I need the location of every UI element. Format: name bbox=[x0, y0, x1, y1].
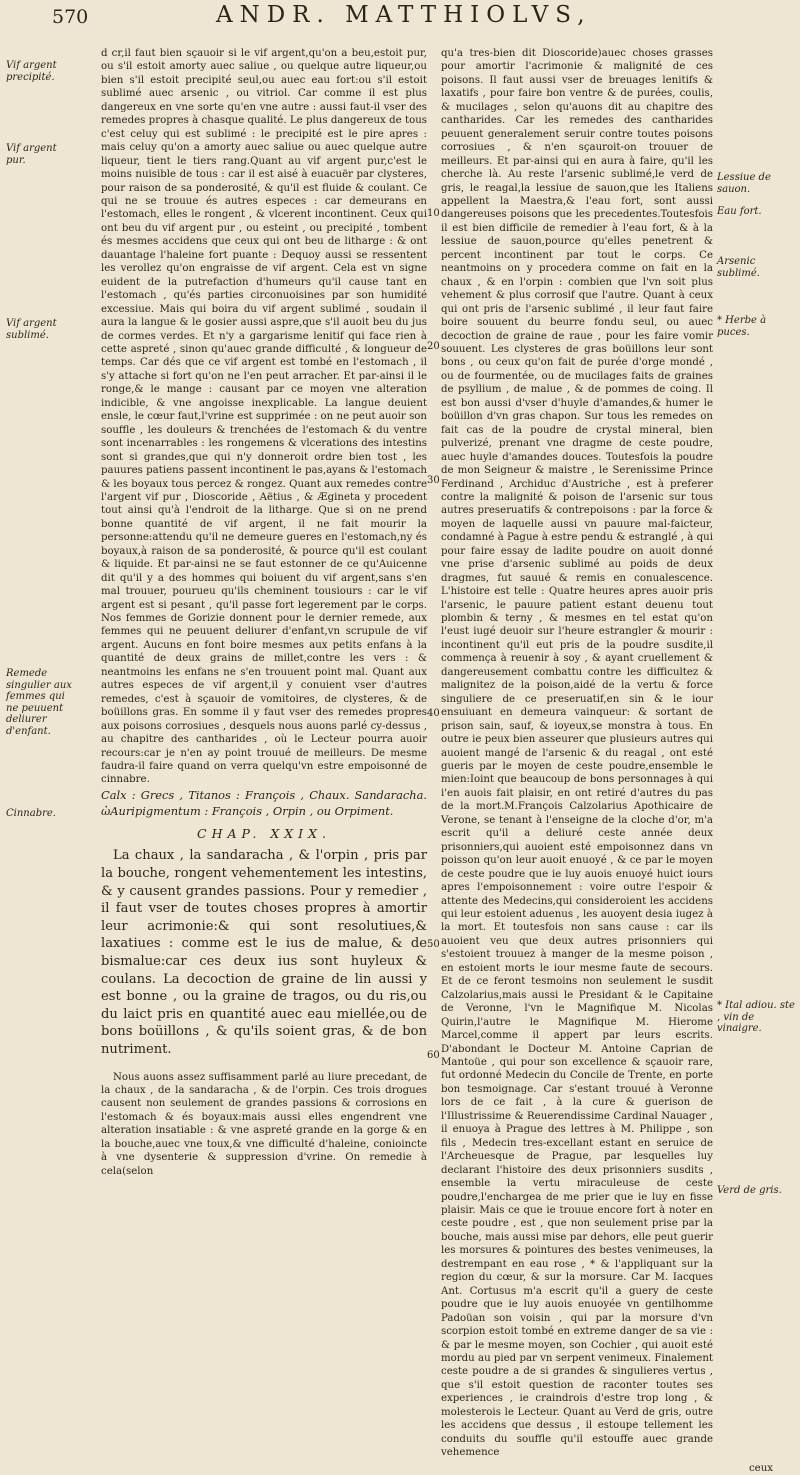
margin-note-left: Vif argent pur. bbox=[6, 143, 57, 166]
margin-note-left: Cinnabre. bbox=[6, 808, 56, 819]
margin-note-right: Eau fort. bbox=[717, 206, 762, 217]
margin-note-right: Arsenic sublimé. bbox=[717, 256, 760, 279]
line-number: 60 bbox=[427, 1050, 440, 1061]
margin-note-right: Lessiue de sauon. bbox=[717, 172, 771, 195]
margin-note-left: Vif argent precipité. bbox=[6, 60, 57, 83]
page-number: 570 bbox=[52, 6, 89, 28]
margin-note-right: * Herbe à puces. bbox=[717, 315, 767, 338]
running-head: ANDR. MATTHIOLVS, bbox=[216, 2, 592, 28]
left-paragraph: d cr,il faut bien sçauoir si le vif argent,qu'on a beu,estoit pur, ou s'il estoit amorty auec saliue , ou quelque autre liqueur,ou bien s'il estoit precipité seul,ou auec eau fort:ou s'il estoit sublimé auec arsenic , ou vitriol. Car comme il est plus dangereux en vne sorte qu'en vne autre : aussi faut-il vser des remedes propres à chasque qualité. Le plus dangereux de tous c'est celuy qui est sublimé : le precipité est le pire apres : mais celuy qu'on a amorty auec saliue ou auec quelque autre liqueur, tient le tiers rang.Quant au vif argent pur,c'est le moins nuisible de tous : car il est aisé à euacuër par clysteres, pour raison de sa ponderosité, & qu'il est fluide & coulant. Ce qui ne se trouue és autres especes : car demeurans en l'estomach, elles le rongent , & vlcerent incontinent. Ceux qui ont beu du vif argent pur , ou esteint , ou precipité , tombent és mesmes accidens que ceux qui ont beu de litharge : & ont dauantage l'haleine fort puante : Dequoy aussi se ressentent les verollez qu'on engraisse de vif argent. Cela est vn signe euident de la putrefaction d'humeurs qu'il cause tant en l'estomach , qu'és parties circonuoisines par son humidité excessiue. Mais qui boira du vif argent sublimé , soudain il aura la langue & le gosier aussi aspre,que s'il auoit beu du jus de cormes verdes. Et n'y a gargarisme lenitif qui face rien à cette aspreté , sinon qu'auec grande difficulté , & longueur de temps. Car dés que ce vif argent est tombé en l'estomach , il s'y attache si fort qu'on ne l'en peut arracher. Et par-ainsi il le ronge,& le mange : causant par ce moyen vne alteration indicible, & vne angoisse inexplicable. La langue deuient ensle, le cœur faut,l'vrine est supprimée : on ne peut auoir son souffle , les douleurs & trenchées de l'estomach & du ventre sont incenarrables : les rongemens & vlcerations des intestins sont si grandes,que qui n'y donneroit ordre bien tost , les pauures patiens passent incontinent le pas,ayans & l'estomach & les boyaux tous percez & rongez. Quant aux remedes contre l'argent vif pur , Dioscoride , Aëtius , & Ægineta y procedent tout ainsi qu'à l'endroit de la litharge. Que si on ne prend bonne quantité de vif argent, il ne fait mourir la personne:attendu qu'il ne demeure gueres en l'estomach,ny és boyaux,à raison de sa ponderosité, & pource qu'il est coulant & liquide. Et par-ainsi ne se faut estonner de ce qu'Auicenne dit qu'il y a des hommes qui boiuent du vif argent,sans s'en mal trouuer, pourueu qu'ils cheminent tousiours : car le vif argent est si pesant , qu'il passe fort legerement par le corps. Nos femmes de Gorizie donnent pour le dernier remede, aux femmes qui ne peuuent deliurer d'enfant,vn scrupule de vif argent. Aucuns en font boire mesmes aux petits enfans à la quantité de deux grains de millet,contre les vers : & neantmoins les enfans ne s'en trouuent point mal. Quant aux autres especes de vif argent,il y conuient vser d'autres remedes, c'est à sçauoir de vomitoires, de clysteres, & de boüillons gras. En somme il y faut vser des remedes propres aux poisons corrosiues , desquels nous auons parlé cy-dessus , au chapitre des cantharides , où le Lecteur pourra auoir recours:car je n'en ay point trouué de meilleurs. De mesme faudra-il faire quand on verra quelqu'vn estre empoisonné de cinnabre. bbox=[101, 48, 427, 786]
left-column bbox=[101, 47, 427, 1178]
synonyms: Calx : Grecs , Titanos : François , Chaux. Sandaracha. ὠAuripigmentum : François , Orpin , ou Orpiment. bbox=[101, 787, 427, 818]
line-number: 50 bbox=[427, 939, 440, 950]
margin-note-left: Vif argent sublimé. bbox=[6, 318, 57, 341]
right-paragraph: qu'a tres-bien dit Dioscoride)auec choses grasses pour amortir l'acrimonie & malignité de ces poisons. Il faut aussi vser de breuages lenitifs & laxatifs , pour faire bon ventre & de purées, coulis, & mucilages , selon qu'auons dit au chapitre des cantharides. Car les remedes des cantharides peuuent generalement seruir contre toutes poisons corrosiues , & n'en sçauroit-on trouuer de meilleurs. Et par-ainsi qui en aura à faire, qu'il les cherche là. Au reste l'arsenic sublimé,le verd de gris, le reagal,la lessiue de sauon,que les Italiens appellent la Maestra,& l'eau fort, sont aussi dangereuses poisons que les precedentes.Toutesfois il est bien difficile de remedier à l'eau fort, & à la lessiue de sauon,pource qu'elles penetrent & percent incontinent par tout le corps. Ce neantmoins on y procedera comme on fait en la chaux , & en l'orpin : combien que l'vn soit plus vehement & plus corrosif que l'autre. Quant à ceux qui ont pris de l'arsenic sublimé , il leur faut faire boire souuent du beurre fondu seul, ou auec decoction de graine de raue , pour les faire vomir souuent. Les clysteres de gras boüillons leur sont bons , ou ceux qu'on fait de purée d'orge mondé , ou de fourmentée, ou de mucilages faits de graines de psyllium , de malue , & de pommes de coing. Il est bon aussi d'vser d'huyle d'amandes,& humer le boüillon d'vn gras chapon. Sur tous les remedes on fait cas de la poudre de crystal mineral, bien pulverizé, prenant vne dragme de ceste poudre, auec huyle d'amandes douces. Toutesfois la poudre de mon Seigneur & maistre , le Serenissime Prince Ferdinand , Archiduc d'Austriche , est à preferer contre la malignité & poison de l'arsenic sur tous autres preseruatifs & contrepoisons : par la force & moyen de laquelle aussi vn pauure mal-faicteur, condamné à Pague à estre pendu & estranglé , à qui pour faire essay de ladite poudre on auoit donné vne prise d'arsenic sublimé au poids de deux dragmes, fut sauué & remis en conualescence. L'histoire est telle : Quatre heures apres auoir pris l'arsenic, le pauure patient estant deuenu tout plombin & terny , & mesmes en tel estat qu'on l'eust iugé deuoir sur l'heure estrangler & mourir : incontinent qu'il eut pris de la poudre susdite,il commença à reuenir à soy , & ayant cruellement & dangereusement combattu contre les difficultez & malignitez de la poison,aidé de la vertu & force singuliere de ce preseruatif,en sin & le iour ensuiuant en demeura vainqueur: & sortant de prison sain, sauf, & ioyeux,se monstra à tous. En outre ie peux bien asseurer que plusieurs autres qui auoient mangé de l'arsenic & du reagal , ont esté gueris par le moyen de ceste poudre,ensemble le mien:Ioint que beaucoup de bons personnages à qui i'en auois fait plaisir, en ont retiré d'autres du pas de la mort.M.François Calzolarius Apothicaire de Verone, se tenant à l'enseigne de la cloche d'or, m'a escrit qu'il a deliuré ceste année deux prisonniers,qui auoient esté empoisonnez dans vn poisson qu'on leur auoit enuoyé , & ce par le moyen de ceste poudre que ie luy auois enuoyé huict iours apres l'empoisonnement : voire outre l'espoir & attente des Medecins,qui consideroient les accidens qui leur estoient aduenus , les auoyent desia iugez à la mort. Et toutesfois non sans cause : car ils auoient veu que deux autres prisonniers qui s'estoient trouuez à manger de la mesme poison , en estoient morts le iour mesme faute de secours. Et de ce feront tesmoins non seulement le susdit Calzolarius,mais aussi le Presidant & le Capitaine de Veronne, l'vn le Magnifique M. Nicolas Quirin,l'autre le Magnifique M. Hierome Marcel,comme il appert par leurs escrits. D'abondant le Docteur M. Antoine Caprian de Mantoüe , qui pour son excellence & sçauoir rare, fut ordonné Medecin du Concile de Trente, en porte bon tesmoignage. Car s'estant trouué à Veronne lors de ce fait , à la cure & guerison de l'Illustrissime & Reuerendissime Cardinal Nauager , il enuoya à Prague des lettres à M. Philippe , son fils , Medecin tres-excellant estant en seruice de l'Archeuesque de Prague, par lesquelles luy declarant l'histoire des deux prisonniers susdits , ensemble la vertu miraculeuse de ceste poudre,l'enchargea de me prier que ie luy en fisse plaisir. Mais ce que ie trouue encore fort à noter en ceste poudre , est , que non seulement prise par la bouche, mais aussi mise par dehors, elle peut guerir les morsures & pointures des bestes venimeuses, la destrempant en eau rose , * & l'appliquant sur la region du cœur, & sur la morsure. Car M. Iacques Ant. Cortusus m'a escrit qu'il a guery de ceste poudre que ie luy auois enuoyée vn gentilhomme Padoüan son voisin , qui par la morsure d'vn scorpion estoit tombé en extreme danger de sa vie : & par le mesme moyen, son Cochier , qui auoit esté mordu au pied par vn serpent venimeux. Finalement ceste poudre a de si grandes & singulieres vertus , que s'il estoit question de raconter toutes ses experiences , ie craindrois d'estre trop long , & molesterois le Lecteur. Quant au Verd de gris, outre les accidens que dessus , il estoupe tellement les conduits du souffle qu'il estouffe auec grande vehemence bbox=[441, 48, 713, 1459]
chapter-opening-paragraph: La chaux , la sandaracha , & l'orpin , pris par la bouche, rongent vehementement les intestins, & y causent grandes passions. Pour y remedier , il faut vser de toutes choses propres à amortir leur acrimonie:& qui sont resolutiues,& laxatiues : comme est le ius de malue, & de bismalue:car ces deux ius sont huyleux & coulans. La decoction de graine de lin aussi y est bonne , ou la graine de tragos, ou du ris,ou du laict pris en quantité auec eau miellée,ou de bons boüillons , & qu'ils soient gras, & de bon nutriment. bbox=[101, 848, 427, 1057]
line-number: 10 bbox=[427, 208, 440, 219]
margin-note-right: * Ital adiou. ste , vin de vinaigre. bbox=[717, 1000, 795, 1034]
line-number: 40 bbox=[427, 708, 440, 719]
margin-note-right: Verd de gris. bbox=[717, 1185, 782, 1196]
margin-note-left: Remede singulier aux femmes qui ne peuuent deliurer d'enfant. bbox=[6, 668, 72, 737]
page-header bbox=[0, 0, 800, 50]
chapter-heading: CHAP. XXIX. bbox=[197, 825, 331, 841]
catchword: ceux bbox=[748, 1462, 773, 1474]
line-number: 30 bbox=[427, 475, 440, 486]
commentary-paragraph: Nous auons assez suffisamment parlé au liure precedant, de la chaux , de la sandaracha , & de l'orpin. Ces trois drogues causent non seulement de grandes passions & corrosions en l'estomach & és boyaux:mais aussi elles engendrent vne alteration insatiable : & vne aspreté grande en la gorge & en la bouche,auec vne toux,& vne difficulté d'haleine, conioincte à vne dysenterie & suppression d'vrine. On remedie à cela(selon bbox=[101, 1071, 427, 1177]
line-number: 20 bbox=[427, 341, 440, 352]
